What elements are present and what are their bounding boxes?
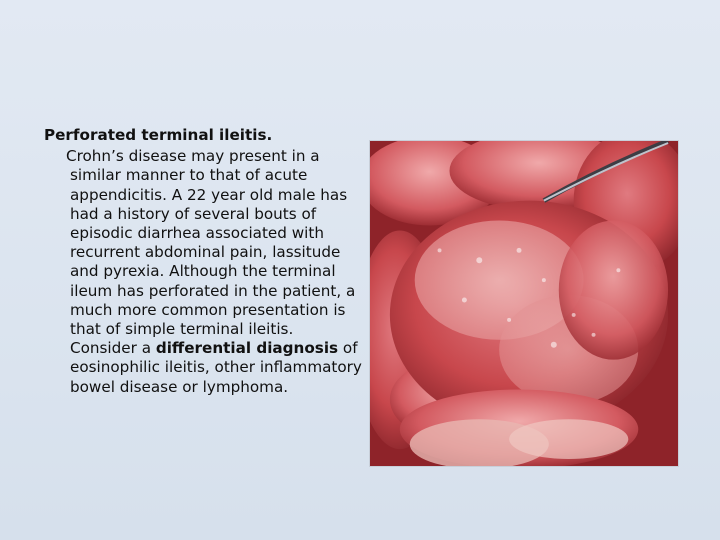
surgical-photo [369, 140, 679, 467]
slide-body [44, 147, 362, 397]
slide-heading: Perforated terminal ileitis. [44, 126, 273, 144]
body-text-before: Crohn’s disease may present in a similar manner to that of acute appendicitis. A 22 year old male has had a history of several bouts of episodic diarrhea associated with recurrent abdominal pain, lassitude and pyrexia. Although the terminal ileum has perforated in the patient, a much more common presentation is that of simple terminal ileitis. Consider a [66, 147, 356, 358]
surgical-photo-illustration [370, 141, 678, 466]
bold-term: differential diagnosis [155, 339, 339, 358]
body-text-after: of eosinophilic ileitis, other inflammatory bowel disease or lymphoma. [70, 339, 362, 396]
text-block [44, 126, 362, 397]
